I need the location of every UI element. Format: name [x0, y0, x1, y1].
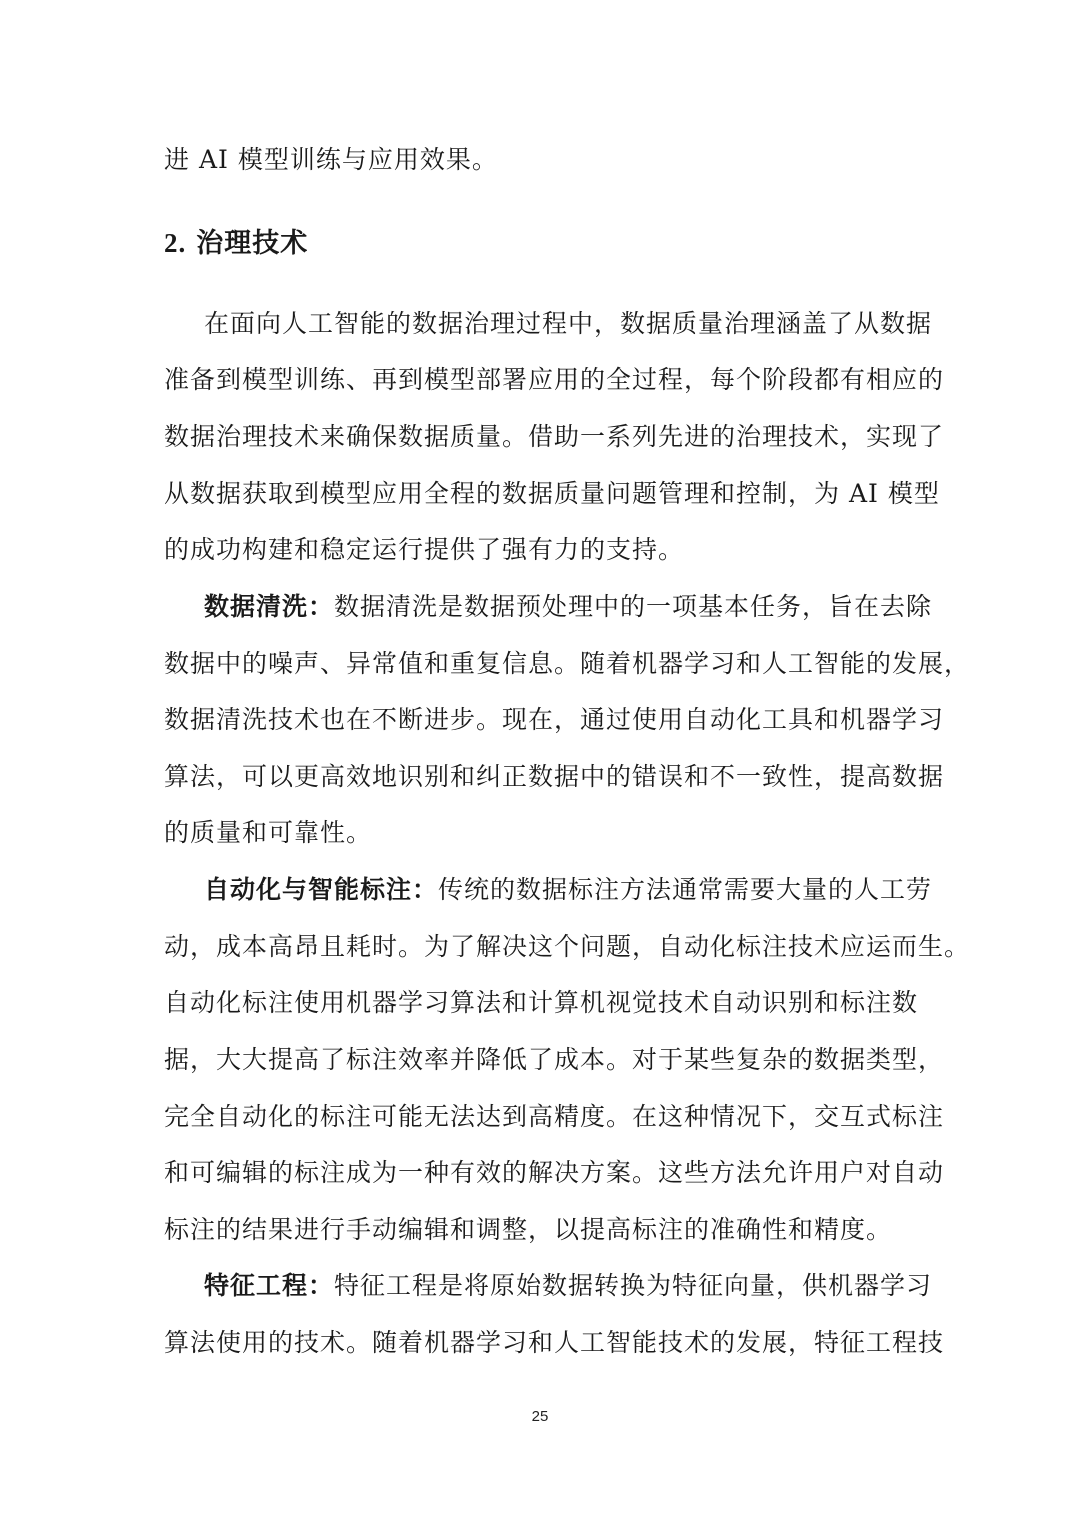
paragraph-line	[204, 1268, 933, 1304]
paragraph-line: 的质量和可靠性。	[164, 818, 373, 847]
paragraph-line: 的成功构建和稳定运行提供了强有力的支持。	[164, 535, 685, 564]
section-number: 2.	[164, 228, 187, 258]
paragraph-line: 从数据获取到模型应用全程的数据质量问题管理和控制，为 AI 模型	[164, 479, 940, 508]
paragraph-text: 传统的数据标注方法通常需要大量的人工劳	[438, 875, 933, 904]
paragraph-line	[204, 589, 933, 625]
section-heading	[164, 224, 308, 263]
paragraph-line: 在面向人工智能的数据治理过程中，数据质量治理涵盖了从数据	[204, 309, 933, 338]
paragraph-text: 数据清洗是数据预处理中的一项基本任务，旨在去除	[334, 592, 933, 621]
section-title: 治理技术	[196, 228, 309, 259]
page-number: 25	[531, 1408, 549, 1425]
paragraph-line: 数据清洗技术也在不断进步。现在，通过使用自动化工具和机器学习	[164, 705, 945, 734]
paragraph-line: 算法，可以更高效地识别和纠正数据中的错误和不一致性，提高数据	[164, 762, 945, 791]
paragraph-line: 标注的结果进行手动编辑和调整，以提高标注的准确性和精度。	[164, 1215, 893, 1244]
paragraph-line: 准备到模型训练、再到模型部署应用的全过程，每个阶段都有相应的	[164, 365, 945, 394]
paragraph-line: 自动化标注使用机器学习算法和计算机视觉技术自动识别和标注数	[164, 988, 919, 1017]
term-feature-engineering: 特征工程：	[204, 1271, 335, 1300]
paragraph-text: 特征工程是将原始数据转换为特征向量，供机器学习	[334, 1271, 933, 1300]
paragraph-line: 算法使用的技术。随着机器学习和人工智能技术的发展，特征工程技	[164, 1328, 945, 1357]
term-data-cleaning: 数据清洗：	[204, 592, 335, 621]
paragraph-line	[204, 872, 933, 908]
paragraph-line: 据，大大提高了标注效率并降低了成本。对于某些复杂的数据类型，	[164, 1045, 945, 1074]
paragraph-line: 数据治理技术来确保数据质量。借助一系列先进的治理技术，实现了	[164, 422, 945, 451]
paragraph-line: 和可编辑的标注成为一种有效的解决方案。这些方法允许用户对自动	[164, 1158, 945, 1187]
paragraph-line: 进 AI 模型训练与应用效果。	[164, 145, 498, 174]
term-auto-annotation: 自动化与智能标注：	[204, 875, 439, 904]
paragraph-line: 数据中的噪声、异常值和重复信息。随着机器学习和人工智能的发展，	[164, 649, 971, 678]
paragraph-line: 动，成本高昂且耗时。为了解决这个问题，自动化标注技术应运而生。	[164, 932, 971, 961]
paragraph-line: 完全自动化的标注可能无法达到高精度。在这种情况下，交互式标注	[164, 1102, 945, 1131]
